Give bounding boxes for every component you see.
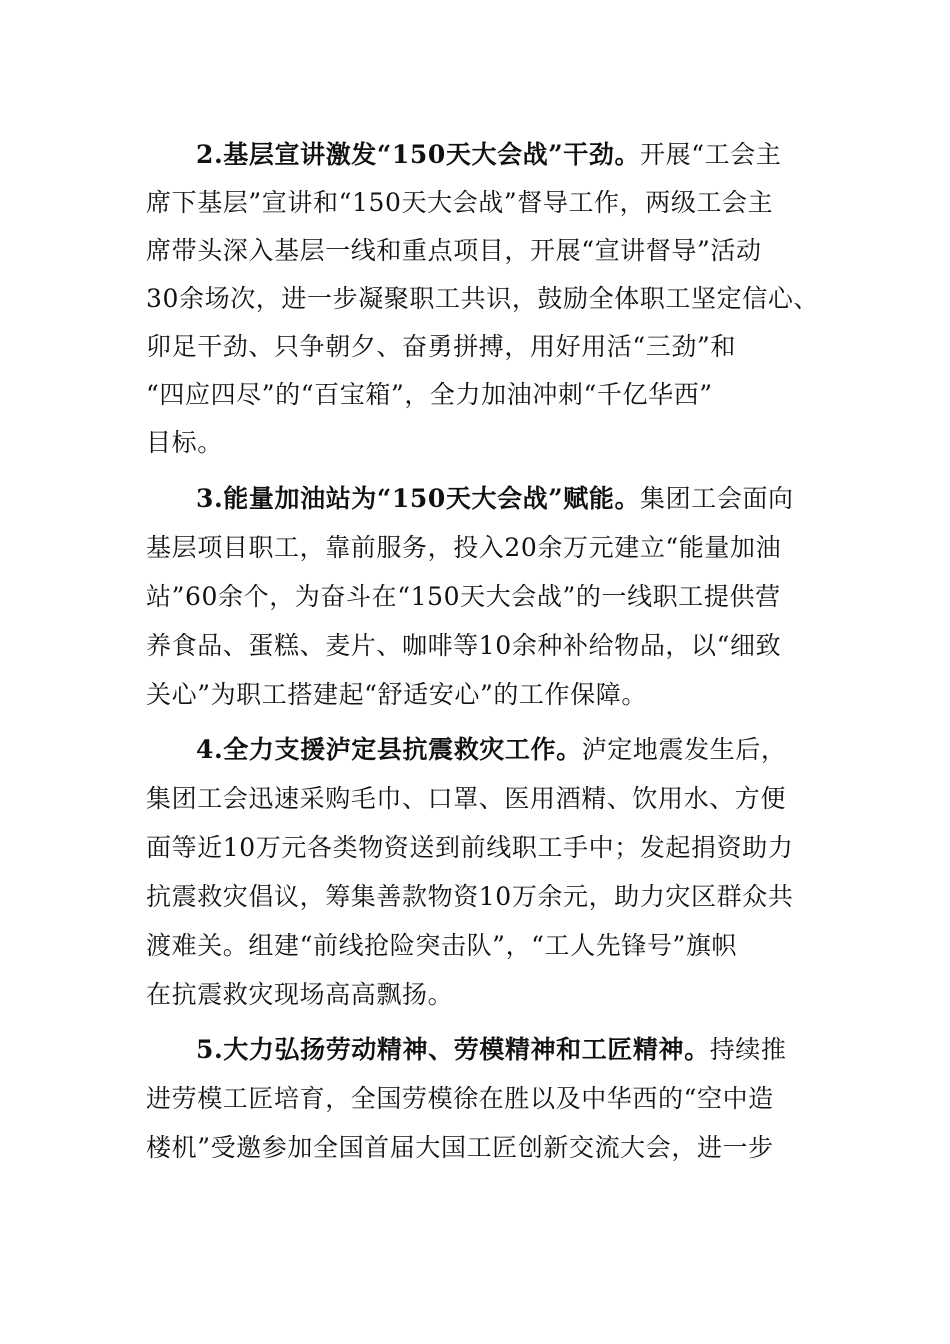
paragraph-3-text: 集团工会面向 bbox=[640, 484, 794, 513]
paragraph-5-line: 进劳模工匠培育，全国劳模徐在胜以及中华西的“空中造 bbox=[146, 1084, 774, 1113]
paragraph-4-heading: 4.全力支援泸定县抗震救灾工作。 bbox=[196, 735, 582, 764]
paragraph-4-line: 抗震救灾倡议，筹集善款物资10万余元，助力灾区群众共 bbox=[146, 882, 794, 911]
paragraph-2-text: 开展“工会主 bbox=[640, 140, 782, 169]
paragraph-4-line: 渡难关。组建“前线抢险突击队”，“工人先锋号”旗帜 bbox=[146, 931, 738, 960]
paragraph-2-heading: 2.基层宣讲激发“150天大会战”干劲。 bbox=[196, 140, 641, 169]
paragraph-2-line: “四应四尽”的“百宝箱”，全力加油冲刺“千亿华西” bbox=[146, 380, 713, 409]
paragraph-4-first-line bbox=[196, 735, 806, 765]
paragraph-2-line: 席带头深入基层一线和重点项目，开展“宣讲督导”活动 bbox=[146, 236, 762, 265]
paragraph-3-heading: 3.能量加油站为“150天大会战”赋能。 bbox=[196, 484, 641, 513]
paragraph-3-line: 站”60余个，为奋斗在“150天大会战”的一线职工提供营 bbox=[146, 582, 781, 611]
paragraph-5-line: 楼机”受邀参加全国首届大国工匠创新交流大会，进一步 bbox=[146, 1133, 774, 1162]
paragraph-5-first-line bbox=[196, 1035, 806, 1065]
paragraph-2-line: 席下基层”宣讲和“150天大会战”督导工作，两级工会主 bbox=[146, 188, 774, 217]
paragraph-5-heading: 5.大力弘扬劳动精神、劳模精神和工匠精神。 bbox=[196, 1035, 710, 1064]
paragraph-2-first-line bbox=[196, 140, 806, 170]
paragraph-3-line: 基层项目职工，靠前服务，投入20余万元建立“能量加油 bbox=[146, 533, 782, 562]
paragraph-4-line: 面等近10万元各类物资送到前线职工手中；发起捐资助力 bbox=[146, 833, 794, 862]
paragraph-4-line: 集团工会迅速采购毛巾、口罩、医用酒精、饮用水、方便 bbox=[146, 784, 787, 813]
paragraph-4-line: 在抗震救灾现场高高飘扬。 bbox=[146, 980, 454, 1009]
paragraph-2-line: 目标。 bbox=[146, 428, 223, 457]
paragraph-5-text: 持续推 bbox=[709, 1035, 787, 1064]
paragraph-3-line: 关心”为职工搭建起“舒适安心”的工作保障。 bbox=[146, 680, 647, 709]
paragraph-2-line: 卯足干劲、只争朝夕、奋勇拼搏，用好用活“三劲”和 bbox=[146, 332, 736, 361]
paragraph-3-line: 养食品、蛋糕、麦片、咖啡等10余种补给物品，以“细致 bbox=[146, 631, 782, 660]
paragraph-2-line: 30余场次，进一步凝聚职工共识，鼓励全体职工坚定信心、 bbox=[146, 284, 820, 313]
paragraph-3-first-line bbox=[196, 484, 806, 514]
paragraph-4-text: 泸定地震发生后， bbox=[581, 735, 787, 764]
